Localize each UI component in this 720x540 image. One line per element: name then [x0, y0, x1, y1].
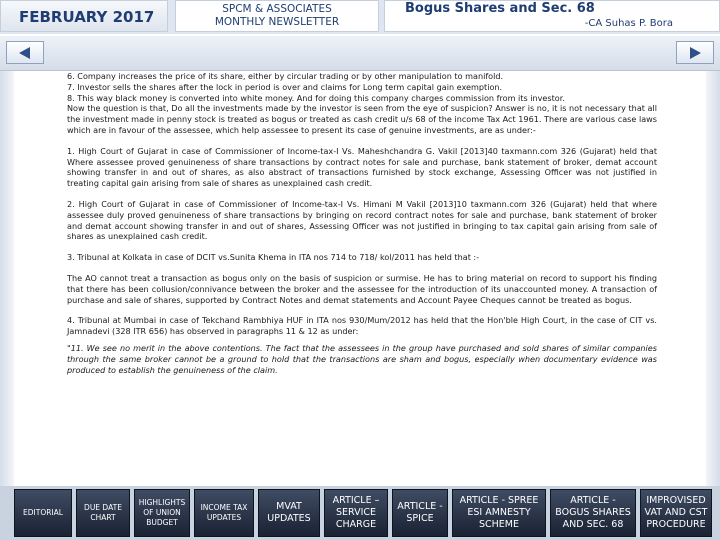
- left-side-strip: [0, 71, 14, 486]
- footer-nav: [0, 486, 720, 540]
- article-title: Bogus Shares and Sec. 68: [405, 1, 595, 16]
- case-law-3-text: The AO cannot treat a transaction as bogus only on the basis of suspicion or surmise. He has to bring material on record to support his finding that there has been collusion/connivance between the broker and the assessee for the introduction of its unaccounted money. A transaction of purchase and sale of shares, supported by Contract Notes and demat statements and Account Payee Cheques cannot be treated as bogus.: [67, 272, 657, 305]
- footer-bogus-shares-button[interactable]: ARTICLE - BOGUS SHARES AND SEC. 68: [550, 489, 636, 537]
- footer-income-tax-button[interactable]: INCOME TAX UPDATES: [194, 489, 254, 537]
- case-law-1: 1. High Court of Gujarat in case of Commissioner of Income-tax-I Vs. Maheshchandra G. Vakil [2013]40 taxmann.com 326 (Gujarat) held that Where assessee proved genuineness of share transactions by contract notes for sale and purchase, bank statement of broker, demat account showing transfer in and out of shares, as also abstract of transactions furnished by stock exchange, Assessing Officer was not justified in treating capital gain arising from sale of shares as unexplained cash credit.: [67, 145, 657, 189]
- court-quote: "11. We see no merit in the above contentions. The fact that the assessees in the group have purchased and sold shares of similar companies through the same broker cannot be a ground to hold that the transactions are sham and bogus, especially when documentary evidence was produced to establish the genuineness of the claim.: [67, 342, 657, 375]
- triangle-left-icon: [19, 47, 30, 59]
- article-body: [67, 71, 657, 375]
- case-law-3: 3. Tribunal at Kolkata in case of DCIT vs.Sunita Khema in ITA nos 714 to 718/ kol/2011 has held that :-: [67, 252, 480, 263]
- article-author: -CA Suhas P. Bora: [584, 18, 673, 29]
- point-6: 6. Company increases the price of its share, either by circular trading or by other manipulation to manifold.: [67, 71, 504, 81]
- footer-mvat-button[interactable]: MVAT UPDATES: [258, 489, 320, 537]
- point-8: 8. This way black money is converted into white money. And for doing this company charges commission from its investor.: [67, 92, 565, 103]
- triangle-right-icon: [690, 47, 701, 59]
- newsletter-month: FEBRUARY 2017: [0, 0, 168, 32]
- footer-editorial-button[interactable]: EDITORIAL: [14, 489, 72, 537]
- footer-spree-esi-button[interactable]: ARTICLE - SPREE ESI AMNESTY SCHEME: [452, 489, 546, 537]
- previous-page-button[interactable]: [6, 41, 44, 64]
- right-side-strip: [706, 71, 720, 486]
- footer-spice-button[interactable]: ARTICLE - SPICE: [392, 489, 448, 537]
- footer-vat-cst-button[interactable]: IMPROVISED VAT AND CST PROCEDURE: [640, 489, 712, 537]
- next-page-button[interactable]: [676, 41, 714, 64]
- header-bar: [0, 0, 720, 34]
- article-title-box: [384, 0, 720, 32]
- page-nav-bar: [0, 36, 720, 71]
- footer-due-date-chart-button[interactable]: DUE DATE CHART: [76, 489, 130, 537]
- newsletter-name: [175, 0, 379, 32]
- case-law-4: 4. Tribunal at Mumbai in case of Tekchand Rambhiya HUF in ITA nos 930/Mum/2012 has held that the Hon'ble High Court, in the case of CIT vs. Jamnadevi (328 ITR 656) has observed in paragraphs 11 & 12 as under:: [67, 315, 657, 337]
- question-paragraph: Now the question is that, Do all the investments made by the investor is seen from the eye of suspicion? Answer is no, it is not necessary that all the investment made in penny stock is treated as bogus or treated as cash credit u/s 68 of the income Tax Act 1961. There are various case laws which are in favour of the assessee, which help assessee to present its case of genuine investments, are as under:-: [67, 103, 657, 135]
- footer-service-charge-button[interactable]: ARTICLE – SERVICE CHARGE: [324, 489, 388, 537]
- point-7: 7. Investor sells the shares after the lock in period is over and claims for Long term capital gain exemption.: [67, 81, 503, 92]
- newsletter-subtitle: MONTHLY NEWSLETTER: [214, 16, 340, 28]
- footer-union-budget-button[interactable]: HIGHLIGHTS OF UNION BUDGET: [134, 489, 190, 537]
- firm-name: SPCM & ASSOCIATES: [222, 3, 332, 15]
- case-law-2: 2. High Court of Gujarat in case of Commissioner of Income-tax-I Vs. Himani M Vakil [2013]10 taxmann.com 326 (Gujarat) held that where assessee duly proved genuineness of share transactions by bringing on record contract notes for sale and purchase, bank statement of broker and demat account showing transfer in and out of shares, Assessing Officer was not justified in bringing to tax capital gain arising from sale of shares as unexplained cash credit.: [67, 198, 657, 242]
